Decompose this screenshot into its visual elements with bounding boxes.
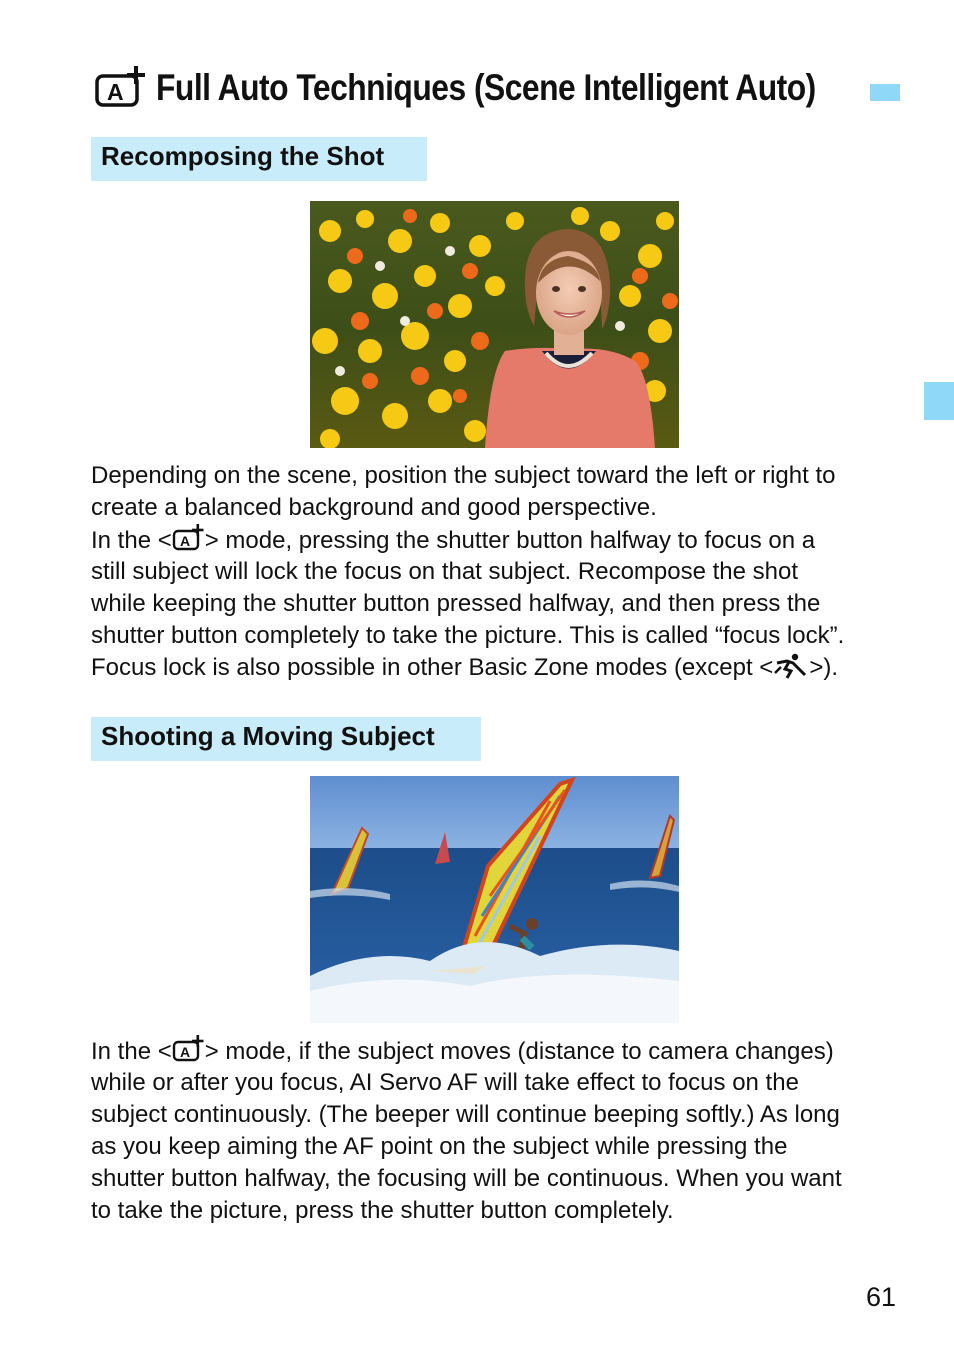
scene-intelligent-auto-icon — [94, 65, 148, 111]
text-line: shutter button halfway, the focusing will be continuous. When you want — [91, 1165, 842, 1192]
chapter-side-tab[interactable] — [924, 382, 954, 420]
text-line: while keeping the shutter button pressed halfway, and then press the — [91, 590, 821, 617]
text-fragment: > mode, pressing the shutter button halfway to focus on a — [204, 527, 816, 554]
svg-text:A: A — [179, 533, 190, 549]
photo-windsurfer-on-waves — [310, 776, 679, 1023]
scene-intelligent-auto-icon — [172, 524, 205, 552]
text-line: as you keep aiming the AF point on the subject while pressing the — [91, 1133, 788, 1160]
section-heading-moving-subject: Shooting a Moving Subject — [91, 717, 481, 761]
svg-text:A: A — [179, 1044, 190, 1060]
page-title: Full Auto Techniques (Scene Intelligent Auto) — [156, 67, 816, 108]
text-fragment: In the < — [91, 1038, 172, 1065]
text-fragment: >). — [809, 654, 839, 681]
section-heading-recomposing: Recomposing the Shot — [91, 137, 427, 181]
section2-body — [91, 1035, 906, 1227]
text-line: while or after you focus, AI Servo AF will take effect to focus on the — [91, 1069, 799, 1096]
chapter-title-marker — [870, 84, 900, 101]
text-fragment: Focus lock is also possible in other Basic Zone modes (except < — [91, 654, 774, 681]
text-line: create a balanced background and good perspective. — [91, 494, 657, 521]
text-fragment: In the < — [91, 527, 172, 554]
text-line — [91, 524, 906, 556]
text-line: shutter button completely to take the picture. This is called “focus lock”. — [91, 622, 845, 649]
page-title-row — [94, 62, 923, 114]
text-line: to take the picture, press the shutter button completely. — [91, 1197, 674, 1224]
text-line — [91, 652, 906, 684]
text-line: subject continuously. (The beeper will continue beeping softly.) As long — [91, 1101, 840, 1128]
scene-intelligent-auto-icon — [172, 1035, 205, 1063]
svg-text:A: A — [107, 79, 124, 105]
text-line: Depending on the scene, position the subject toward the left or right to — [91, 462, 836, 489]
text-line: still subject will lock the focus on that subject. Recompose the shot — [91, 558, 799, 585]
text-fragment: > mode, if the subject moves (distance to camera changes) — [204, 1038, 834, 1065]
page-number: 61 — [866, 1282, 897, 1312]
sports-mode-icon — [773, 653, 809, 679]
text-line — [91, 1035, 906, 1067]
section1-body — [91, 460, 906, 684]
photo-woman-in-flower-field — [310, 201, 679, 448]
